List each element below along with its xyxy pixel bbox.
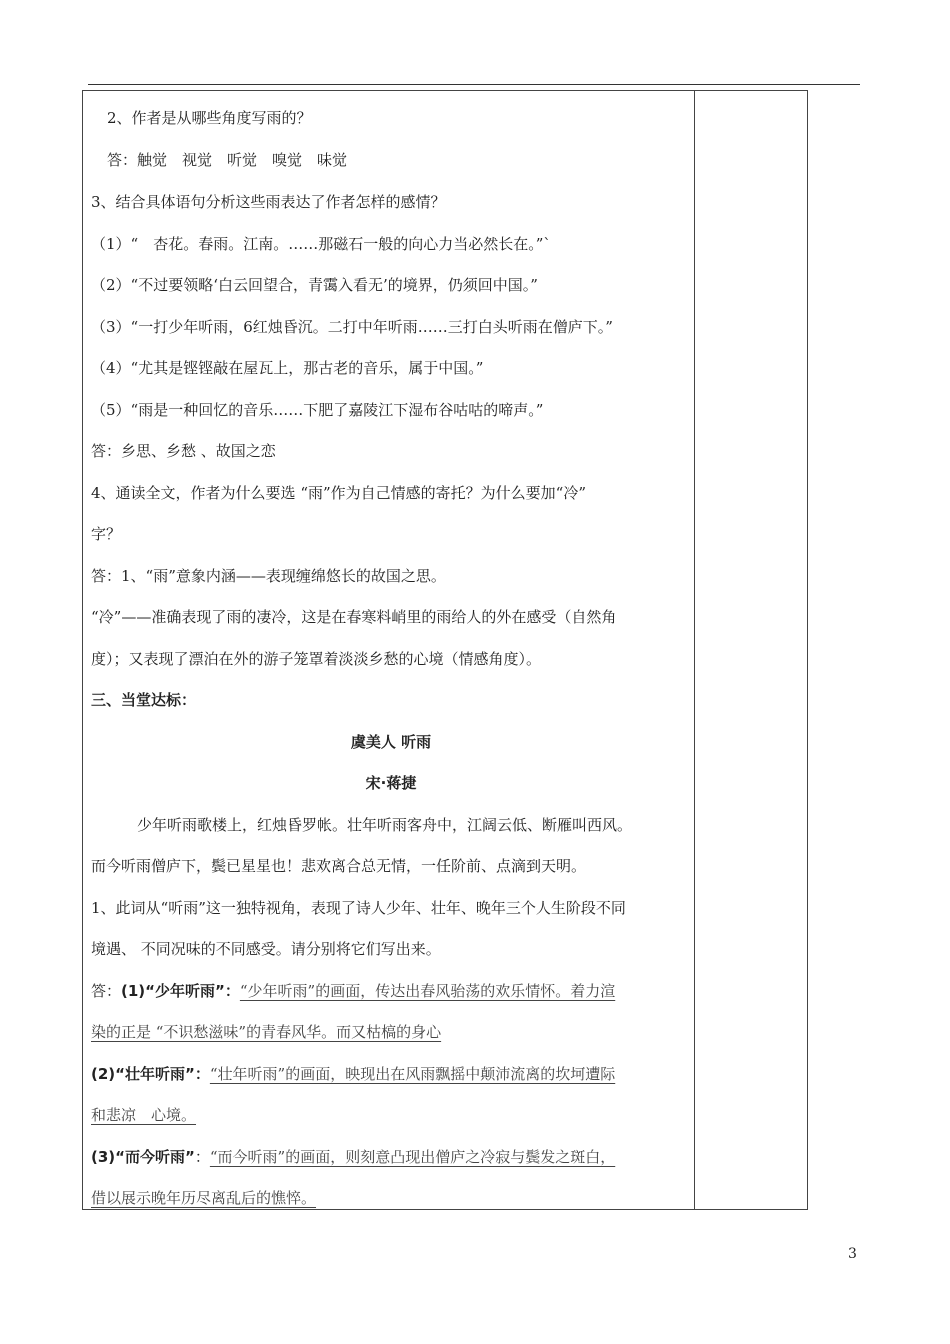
answer-prefix: 答： <box>91 982 122 1000</box>
quote-item-2: （2）“不过要领略‘白云回望合，青霭入看无’的境界，仍须回中国。” <box>91 276 538 294</box>
answer-1-text-2: 染的正是 “不识愁滋味”的青春风华。而又枯槁的身心 <box>91 1023 442 1041</box>
answer-4-line-2: “冷”——准确表现了雨的凄冷，这是在春寒料峭里的雨给人的外在感受（自然角 <box>91 608 617 626</box>
poem-line-2: 而今听雨僧庐下，鬓已星星也！悲欢离合总无情，一任阶前、点滴到天明。 <box>91 857 587 875</box>
exercise-answer-3-line-2 <box>91 1188 691 1208</box>
section-3-heading: 三、当堂达标： <box>91 691 197 709</box>
page-number: 3 <box>848 1246 857 1262</box>
question-3: 3、结合具体语句分析这些雨表达了作者怎样的感情？ <box>91 193 446 211</box>
exercise-answer-3-line-1 <box>91 1147 691 1167</box>
question-4-line-2: 字？ <box>91 525 122 543</box>
answer-3-label: (3)“而今听雨” <box>91 1148 195 1166</box>
quote-item-5: （5）“雨是一种回忆的音乐……下肥了嘉陵江下湿布谷咕咕的啼声。” <box>91 401 544 419</box>
answer-2-text-2: 和悲凉 心境。 <box>91 1106 197 1124</box>
question-2: 2、作者是从哪些角度写雨的？ <box>107 109 312 127</box>
exercise-answer-1-line-1 <box>91 981 691 1001</box>
quote-item-3: （3）“一打少年听雨，6红烛昏沉。二打中年听雨……三打白头听雨在僧庐下。” <box>91 318 613 336</box>
exercise-1-line-2: 境遇、 不同况味的不同感受。请分别将它们写出来。 <box>91 940 441 958</box>
poem-line-1: 少年听雨歌楼上，红烛昏罗帐。壮年听雨客舟中，江阔云低、断雁叫西风。 <box>137 816 633 834</box>
answer-1-text-1: “少年听雨”的画面，传达出春风骀荡的欢乐情怀。着力渲 <box>239 982 616 1000</box>
quote-item-4: （4）“尤其是铿铿敲在屋瓦上，那古老的音乐，属于中国。” <box>91 359 484 377</box>
answer-1-label: (1)“少年听雨”： <box>121 982 240 1000</box>
poem-author: 宋·蒋捷 <box>365 774 417 792</box>
exercise-answer-1-line-2 <box>91 1022 691 1042</box>
answer-2-text-1: “壮年听雨”的画面，映现出在风雨飘摇中颠沛流离的坎坷遭际 <box>209 1065 616 1083</box>
answer-2-label: (2)“壮年听雨”： <box>91 1065 210 1083</box>
answer-2: 答：触觉 视觉 听觉 嗅觉 味觉 <box>107 151 348 169</box>
quote-item-1: （1）“ 杏花。春雨。江南。……那磁石一般的向心力当必然长在。”` <box>91 235 551 253</box>
answer-3: 答：乡思、乡愁 、故国之恋 <box>91 442 276 460</box>
answer-4-line-1: 答：1、“雨”意象内涵——表现缠绵悠长的故国之思。 <box>91 567 446 585</box>
header-rule <box>88 84 860 85</box>
answer-4-line-3: 度）；又表现了漂泊在外的游子笼罩着淡淡乡愁的心境（情感角度）。 <box>91 650 542 668</box>
exercise-answer-2-line-2 <box>91 1105 691 1125</box>
exercise-answer-2-line-1 <box>91 1064 691 1084</box>
poem-title: 虞美人 听雨 <box>350 733 432 751</box>
answer-3-text-1: “而今听雨”的画面，则刻意凸现出僧庐之冷寂与鬓发之斑白， <box>209 1148 616 1166</box>
answer-3-text-2: 借以展示晚年历尽离乱后的憔悴。 <box>91 1189 317 1207</box>
table-column-divider <box>694 90 695 1210</box>
question-4-line-1: 4、通读全文，作者为什么要选 “雨”作为自己情感的寄托？为什么要加“冷” <box>91 484 586 502</box>
answer-3-colon: ： <box>194 1148 210 1166</box>
exercise-1-line-1: 1、此词从“听雨”这一独特视角，表现了诗人少年、壮年、晚年三个人生阶段不同 <box>91 899 626 917</box>
